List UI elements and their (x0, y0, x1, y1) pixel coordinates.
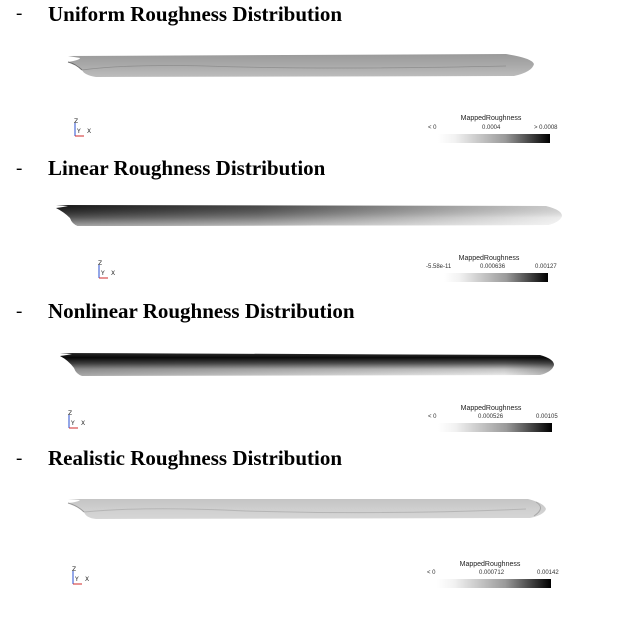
legend-max: 0.00105 (536, 414, 558, 420)
color-legend (426, 115, 556, 149)
section-heading: Uniform Roughness Distribution (48, 2, 343, 26)
axis-z-label: Z (98, 260, 103, 267)
legend-max: 0.00127 (535, 264, 557, 270)
axis-x-label: X (87, 128, 92, 135)
legend-title: MappedRoughness (460, 115, 522, 122)
legend-min: < 0 (427, 570, 436, 576)
section-heading: Nonlinear Roughness Distribution (48, 299, 355, 323)
hull-render-nonlinear (58, 350, 558, 382)
axis-x-label: X (111, 270, 116, 277)
axis-z-label: Z (74, 118, 79, 125)
section-heading: Linear Roughness Distribution (48, 156, 326, 180)
bullet-dash: - (16, 448, 23, 469)
hull-render-uniform (66, 50, 538, 84)
legend-colorbar (437, 579, 551, 588)
axis-y-label: Y (75, 576, 79, 583)
color-legend (425, 561, 559, 595)
hull-render-realistic (66, 494, 550, 526)
axis-y-label: Y (77, 128, 81, 135)
color-legend (424, 255, 557, 289)
legend-colorbar (438, 423, 552, 432)
legend-title: MappedRoughness (459, 561, 521, 568)
axis-y-label: Y (71, 420, 75, 427)
legend-title: MappedRoughness (460, 405, 522, 412)
legend-max: > 0.0008 (534, 125, 558, 131)
legend-title: MappedRoughness (458, 255, 520, 262)
axis-x-label: X (85, 576, 90, 583)
axis-x-label: X (81, 420, 86, 427)
legend-mid: 0.000712 (479, 570, 505, 576)
legend-mid: 0.0004 (482, 125, 501, 131)
legend-min: < 0 (428, 414, 437, 420)
legend-mid: 0.000526 (478, 414, 504, 420)
bullet-dash: - (16, 158, 23, 179)
axis-y-label: Y (101, 270, 105, 277)
bullet-dash: - (16, 3, 23, 24)
legend-min: < 0 (428, 125, 437, 131)
legend-max: 0.00142 (537, 570, 559, 576)
bullet-dash: - (16, 301, 23, 322)
section-heading: Realistic Roughness Distribution (48, 446, 343, 470)
axis-z-label: Z (72, 566, 77, 573)
legend-mid: 0.000636 (480, 264, 506, 270)
color-legend (426, 405, 556, 439)
orientation-axes (68, 566, 94, 588)
orientation-axes (70, 118, 96, 140)
legend-min: -5.58e-11 (426, 264, 452, 270)
legend-colorbar (438, 134, 550, 143)
hull-render-linear (54, 200, 566, 232)
axis-z-label: Z (68, 410, 73, 417)
orientation-axes (94, 260, 120, 282)
legend-colorbar (444, 273, 548, 282)
orientation-axes (64, 410, 90, 432)
